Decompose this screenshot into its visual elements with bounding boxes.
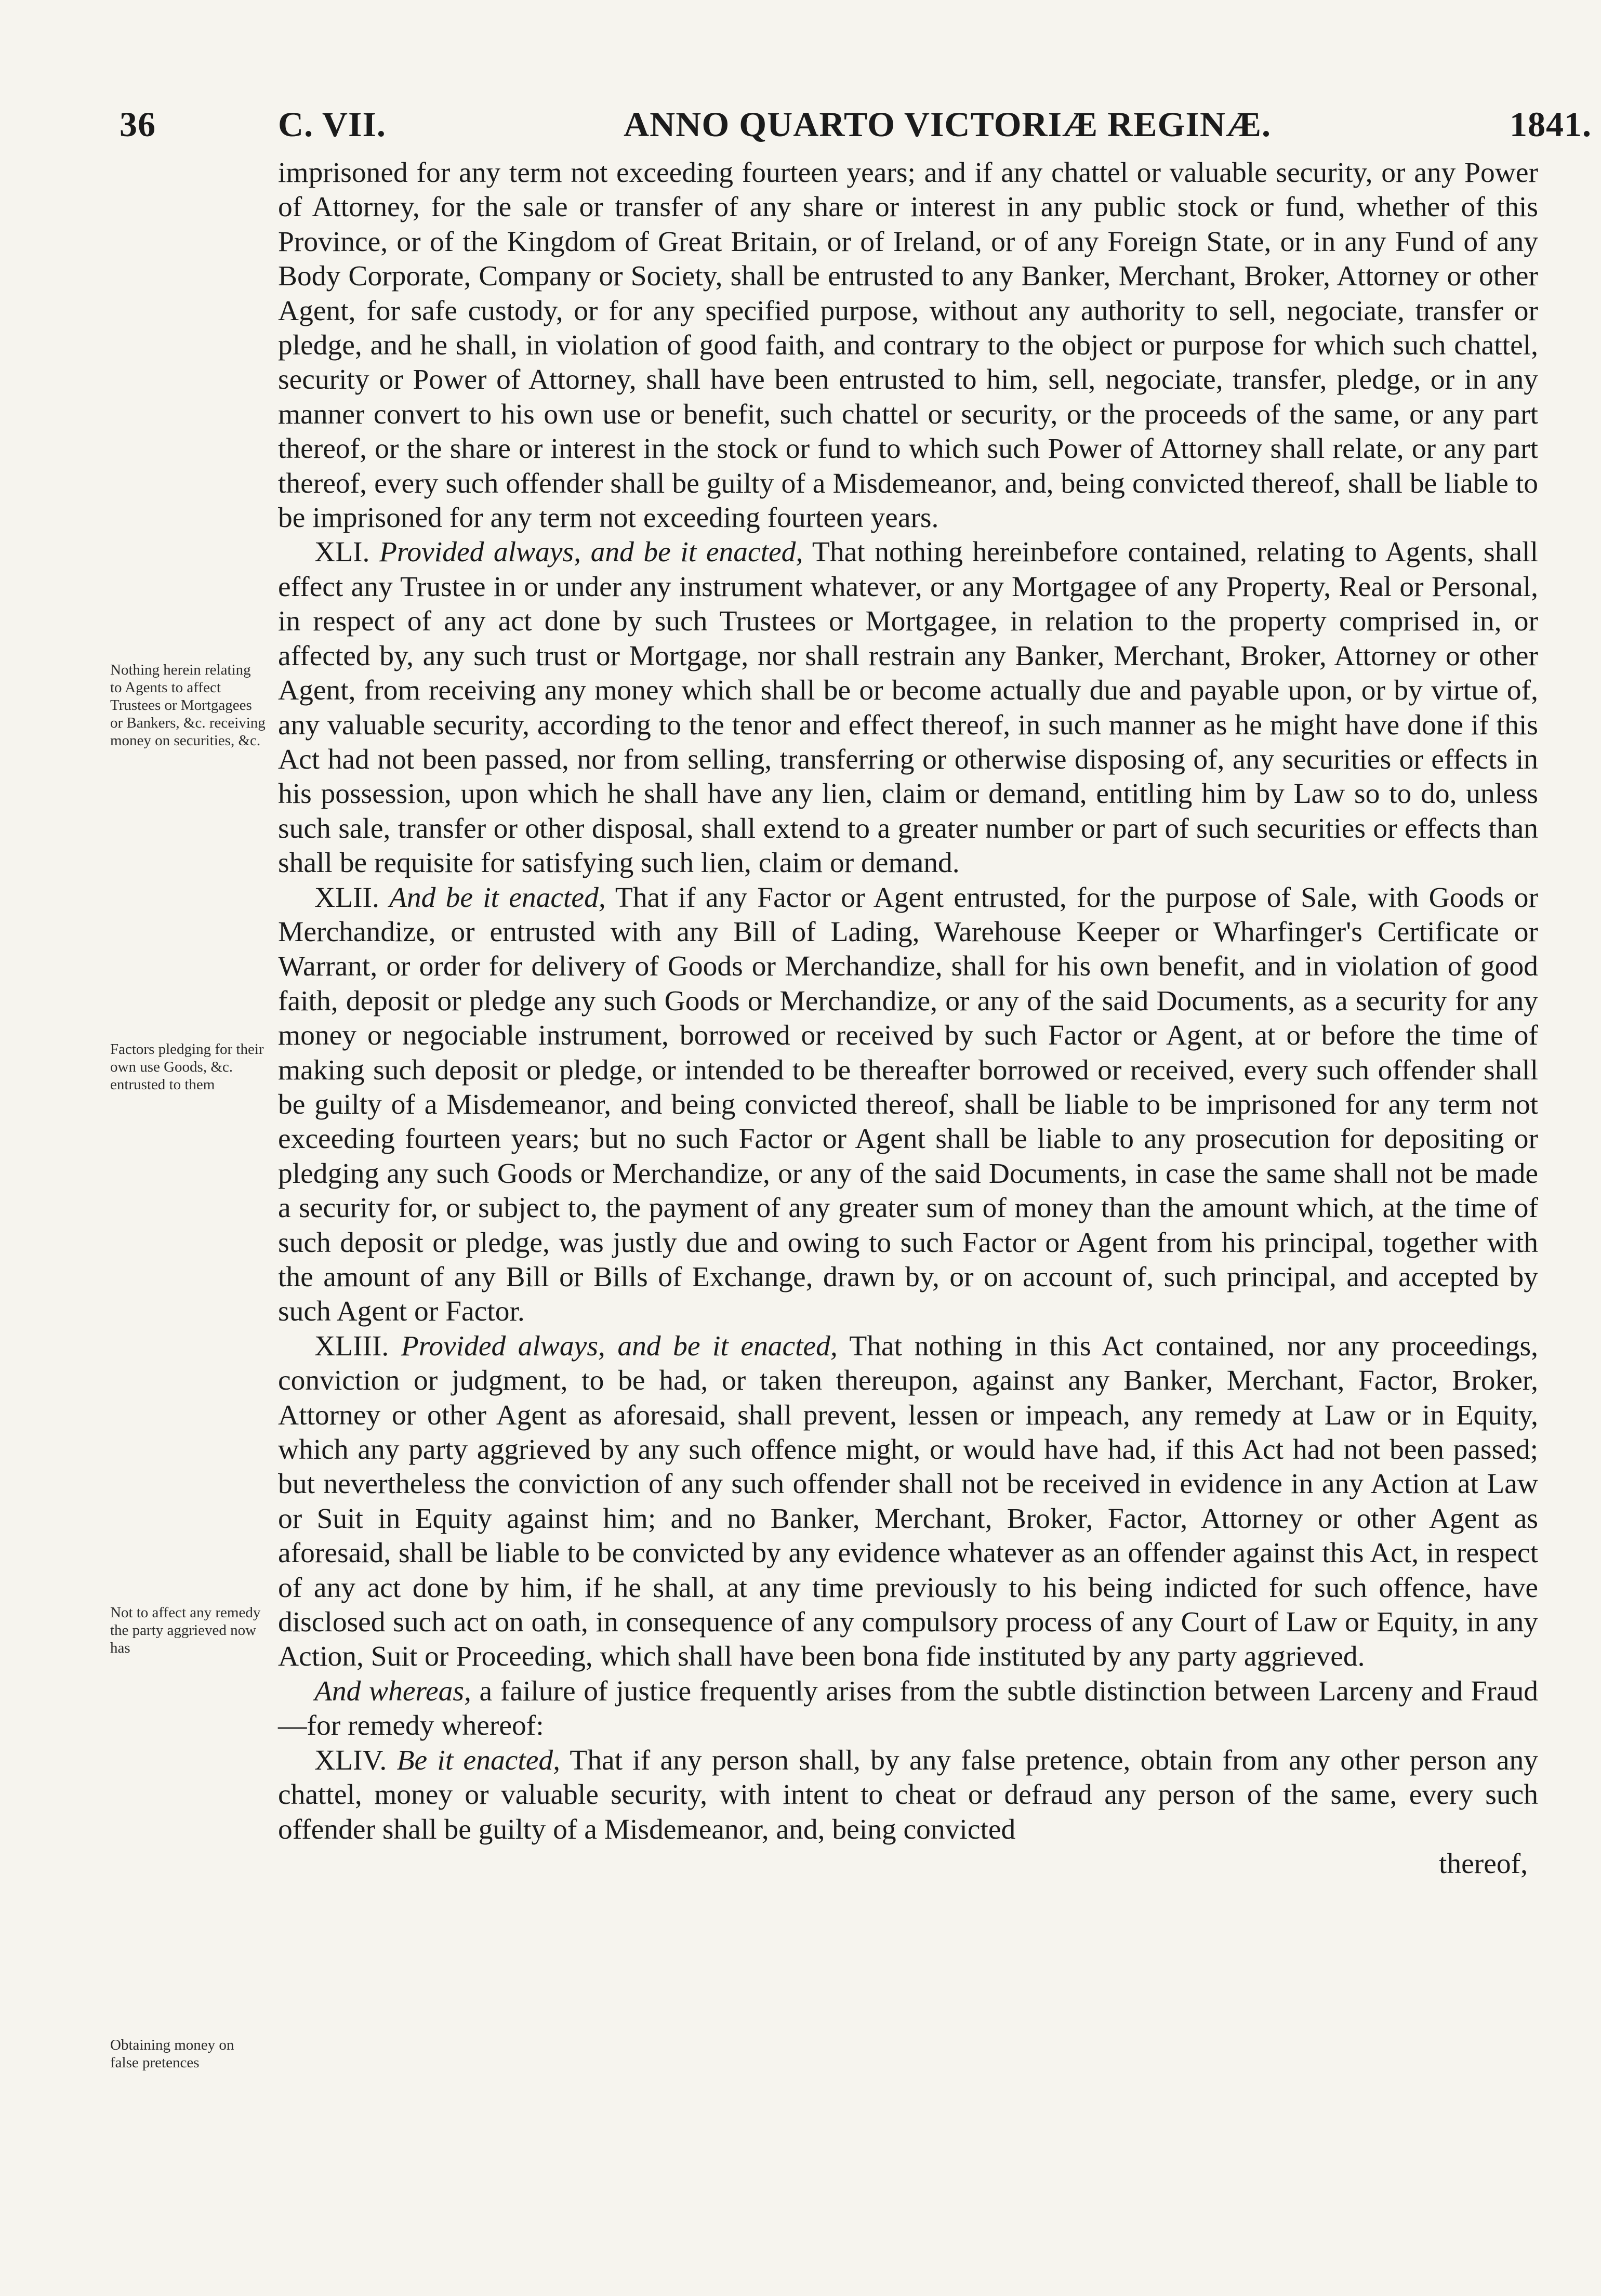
section-number: XLIII. [314,1330,389,1362]
section-text: That nothing in this Act contained, nor any proceedings, conviction or judgment, to be had, or taken thereupon, against any Banker, Merchant, Factor, Broker, Attorney or other Agent as aforesaid, shall prevent, lessen or impeach, any remedy at Law or in Equity, which any party aggrieved by any such offence might, or would have had, if this Act had not been passed; but nevertheless the conviction of any such offender shall not be received in evidence in any Action at Law or Suit in Equity against him; and no Banker, Merchant, Broker, Factor, Attorney or other Agent as aforesaid, shall be liable to be convicted by any evidence whatever as an offender against this Act, in respect of any act done by him, if he shall, at any time previously to his being indicted for such offence, have disclosed such act on oath, in consequence of any compulsory process of any Court of Law or Equity, in any Action, Suit or Proceeding, which shall have been bona fide instituted by any party aggrieved. [278,1330,1539,1673]
section-text: That nothing hereinbefore contained, relating to Agents, shall effect any Trustee in or under any instrument whatever, or any Mortgagee of any Property, Real or Personal, in respect of any act done by such Trustees or Mortgagee, in relation to the property comprised in, or affected by, any such trust or Mortgage, nor shall restrain any Banker, Merchant, Broker, Attorney or other Agent, from receiving any money which shall be or become actually due and payable upon, or by virtue of, any valuable security, according to the tenor and effect thereof, in such manner as he might have done if this Act had not been passed, nor from selling, transferring or otherwise disposing of, any securities or effects in his possession, upon which he shall have any lien, claim or demand, entitling him by Law so to do, unless such sale, transfer or other disposal, shall extend to a greater number or part of such securities or effects than shall be requisite for satisfying such lien, claim or demand. [278,536,1539,879]
section-number: XLIV. [314,1744,387,1776]
chapter-number: C. VII. [278,104,386,144]
preamble-lead-in: And whereas, [314,1675,471,1707]
section-xliv [278,1744,1538,1847]
catchword: thereof, [1438,1848,1528,1880]
section-lead-in: And be it enacted, [389,881,606,914]
section-text: That if any person shall, by any false pretence, obtain from any other person any chattel, money or valuable security, with intent to cheat or defraud any person of the same, every such offender shall be guilty of a Misdemeanor, and, being convicted [278,1744,1539,1845]
paragraph-continued: imprisoned for any term not exceeding fourteen years; and if any chattel or valuable security, or any Power of Attorney, for the sale or transfer of any share or interest in any public stock or fund, whether of this Province, or of the Kingdom of Great Britain, or of Ireland, or of any Foreign State, or in any Fund of any Body Corporate, Company or Society, shall be entrusted to any Banker, Merchant, Broker, Attorney or other Agent, for safe custody, or for any specified purpose, without any authority to sell, negociate, transfer or pledge, and he shall, in violation of good faith, and contrary to the object or purpose for which such chattel, security or Power of Attorney, shall have been entrusted to him, sell, negociate, transfer, pledge, or in any manner convert to his own use or benefit, such chattel or security, or the proceeds of the same, or any part thereof, or the share or interest in the stock or fund to which such Power of Attorney shall relate, or any part thereof, every such offender shall be guilty of a Misdemeanor, and, being convicted thereof, shall be liable to be imprisoned for any term not exceeding fourteen years. [278,157,1538,534]
margin-note-remedy: Not to affect any remedy the party aggrieved now has [110,1604,261,1656]
preamble-text: a failure of justice frequently arises from the subtle distinction between Larceny and Fraud—for remedy whereof: [278,1675,1539,1742]
margin-note-factors: Factors pledging for their own use Goods, &c. entrusted to them [110,1041,264,1093]
page-number: 36 [120,104,156,144]
section-lead-in: Provided always, and be it enacted, [401,1330,838,1362]
section-number: XLII. [314,881,379,914]
section-xlii [278,881,1538,1329]
section-text: That if any Factor or Agent entrusted, for the purpose of Sale, with Goods or Merchandize, or entrusted with any Bill of Lading, Warehouse Keeper or Wharfinger's Certificate or Warrant, or order for delivery of Goods or Merchandize, shall for his own benefit, and in violation of good faith, deposit or pledge any such Goods or Merchandize, or any of the said Documents, as a security for any money or negociable instrument, borrowed or received by such Factor or Agent, at or before the time of making such deposit or pledge, or intended to be thereafter borrowed or received, every such offender shall be guilty of a Misdemeanor, and being convicted thereof, shall be liable to be imprisoned for any term not exceeding fourteen years; but no such Factor or Agent shall be liable to any prosecution for depositing or pledging any such Goods or Merchandize, or any of the said Documents, in case the same shall not be made a security for, or subject to, the payment of any greater sum of money than the amount which, at the time of such deposit or pledge, was justly due and owing to such Factor or Agent from his principal, together with the amount of any Bill or Bills of Exchange, drawn by, or on account of, such principal, and accepted by such Agent or Factor. [278,881,1539,1328]
section-number: XLI. [314,536,370,569]
running-title: ANNO QUARTO VICTORIÆ REGINÆ. [624,104,1272,144]
body-text [278,156,1538,1881]
preamble-whereas [278,1674,1538,1744]
running-header [83,104,1592,161]
section-lead-in: Provided always, and be it enacted, [379,536,803,569]
section-xliii [278,1329,1538,1674]
year: 1841. [1510,104,1592,144]
margin-note-false-pretences: Obtaining money on false pretences [110,2037,234,2071]
section-xli [278,535,1538,880]
margin-note-trustees: Nothing herein relating to Agents to affect Trustees or Mortgagees or Bankers, &c. receiving money on securities, &c. [110,662,266,749]
section-lead-in: Be it enacted, [396,1744,561,1776]
